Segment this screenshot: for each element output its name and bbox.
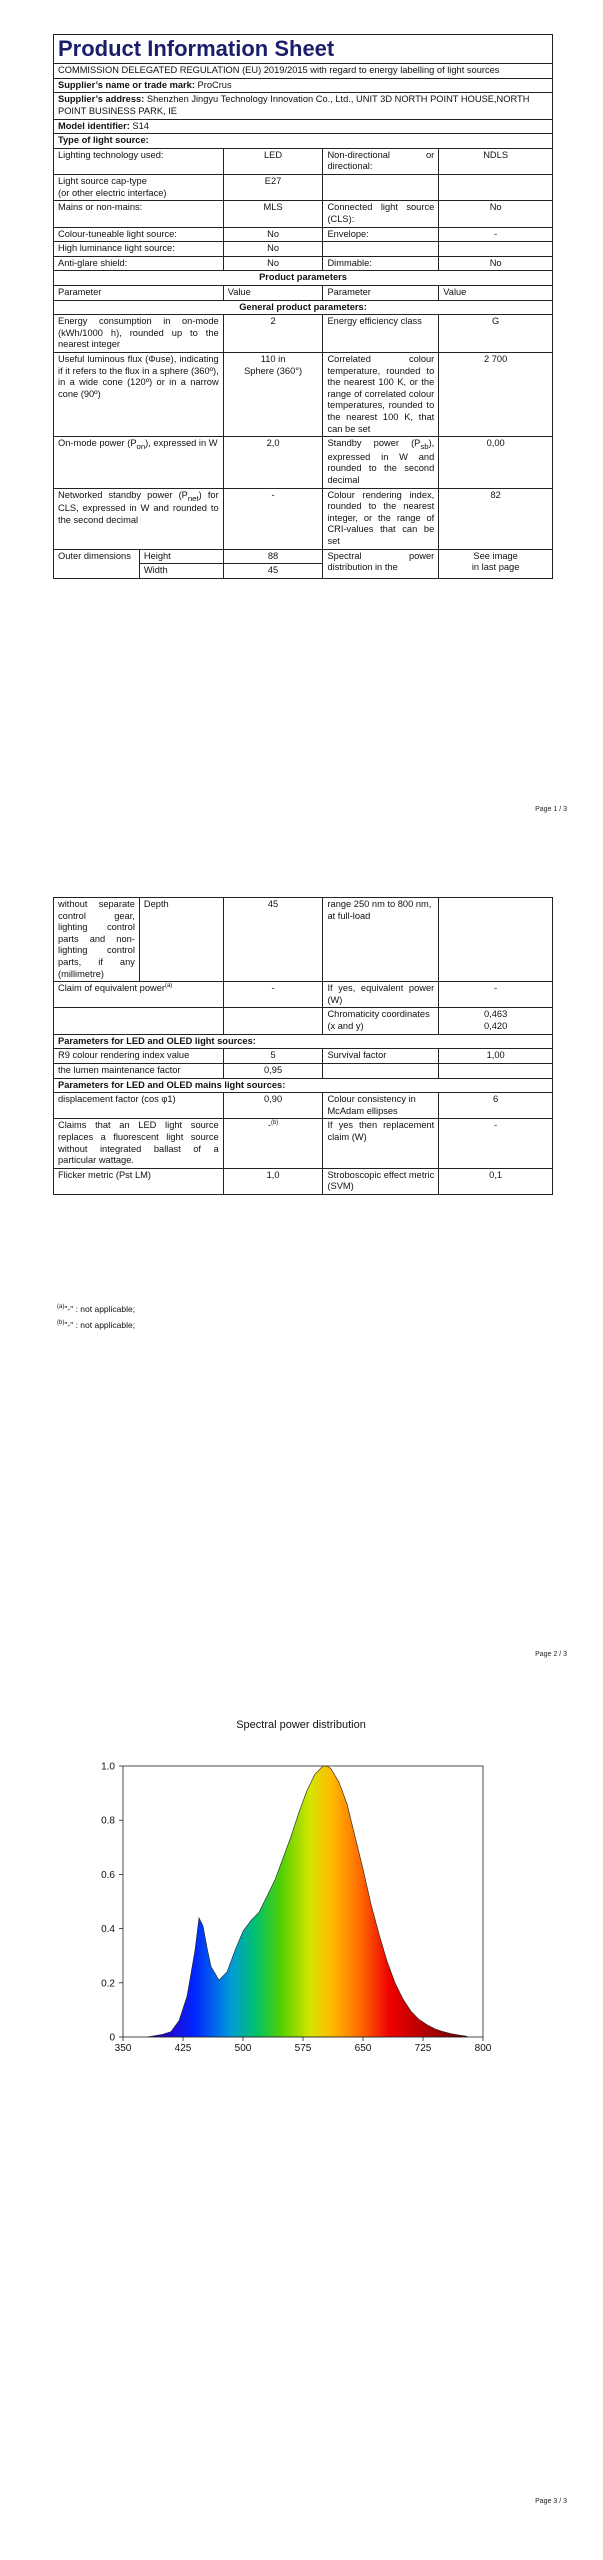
x-tick-label: 650 xyxy=(354,2043,372,2054)
chromaticity-label: Chromaticity coordinates (x and y) xyxy=(323,1008,439,1034)
replacement-claim-label: If yes then replacement claim (W) xyxy=(323,1119,439,1168)
colour-consistency-label: Colour consistency in McAdam ellipses xyxy=(323,1093,439,1119)
spd-chart xyxy=(0,1710,603,2130)
equivalent-power-value: - xyxy=(223,982,323,1008)
dimmable-label: Dimmable: xyxy=(323,256,439,271)
claims-value: -$^{(b)}$ xyxy=(223,1119,323,1168)
colour-tuneable-label: Colour-tuneable light source: xyxy=(54,227,224,242)
envelope-value: - xyxy=(439,227,553,242)
supplier-name: ProCrus xyxy=(197,79,232,90)
high-luminance-value: No xyxy=(223,242,323,257)
lumen-maintenance-value: 0,95 xyxy=(223,1063,323,1078)
tech-label: Lighting technology used: xyxy=(54,148,224,174)
cri-value: 82 xyxy=(439,488,553,549)
tech-value: LED xyxy=(223,148,323,174)
standby-power-label: Standby power $(P_{sb})$, expressed in W and rounded to the second decimal xyxy=(323,437,439,488)
col-parameter-2: Parameter xyxy=(323,285,439,300)
high-luminance-label: High luminance light source: xyxy=(54,242,224,257)
model-identifier: S14 xyxy=(132,120,149,131)
x-tick-label: 800 xyxy=(474,2043,492,2054)
cap-type-value: E27 xyxy=(223,175,323,201)
height-value: 88 xyxy=(223,549,323,564)
stroboscopic-label: Stroboscopic effect metric (SVM) xyxy=(323,1168,439,1194)
y-tick-label: 0.4 xyxy=(101,1924,115,1936)
x-tick-label: 350 xyxy=(114,2043,132,2054)
x-tick-label: 575 xyxy=(294,2043,312,2054)
footnote-b: $^{(b)}$"-" : not applicable; xyxy=(57,1320,136,1330)
displacement-factor-value: 0,90 xyxy=(223,1093,323,1119)
spd-value: See image in last page xyxy=(439,549,553,578)
survival-factor-label: Survival factor xyxy=(323,1049,439,1064)
height-label: Height xyxy=(139,549,223,564)
energy-class-label: Energy efficiency class xyxy=(323,315,439,353)
survival-factor-value: 1,00 xyxy=(439,1049,553,1064)
info-table-page-1 xyxy=(53,34,553,579)
cri-label: Colour rendering index, rounded to the nearest integer, or the range of CRI-values that can be set xyxy=(323,488,439,549)
width-label: Width xyxy=(139,564,223,579)
colour-tuneable-value: No xyxy=(223,227,323,242)
on-mode-power-label: On-mode power $(P_{on})$, expressed in W xyxy=(54,437,224,488)
depth-value: 45 xyxy=(223,898,323,982)
stroboscopic-value: 0,1 xyxy=(439,1168,553,1194)
regulation-text: COMMISSION DELEGATED REGULATION (EU) 2019/2015 with regard to energy labelling of light sources xyxy=(54,64,553,79)
envelope-label: Envelope: xyxy=(323,227,439,242)
info-table-page-2 xyxy=(53,897,553,1195)
networked-standby-label: Networked standby power $(P_{net})$ for CLS, expressed in W and rounded to the second decimal xyxy=(54,488,224,549)
col-parameter: Parameter xyxy=(54,285,224,300)
page-2 xyxy=(0,853,603,1706)
if-yes-equivalent-value: - xyxy=(439,982,553,1008)
colour-consistency-value: 6 xyxy=(439,1093,553,1119)
page-number-3: Page 3 / 3 xyxy=(535,2498,567,2505)
product-parameters-header: Product parameters xyxy=(54,271,553,286)
spd-label: Spectral power distribution in the xyxy=(323,549,439,578)
energy-consumption-value: 2 xyxy=(223,315,323,353)
supplier-label: Supplier’s name or trade mark: xyxy=(58,79,195,90)
directional-value: NDLS xyxy=(439,148,553,174)
y-tick-label: 1.0 xyxy=(101,1761,115,1773)
x-tick-label: 725 xyxy=(414,2043,432,2054)
networked-standby-value: - xyxy=(223,488,323,549)
width-value: 45 xyxy=(223,564,323,579)
mains-label: Mains or non-mains: xyxy=(54,201,224,227)
replacement-claim-value: - xyxy=(439,1119,553,1168)
equivalent-power-label: Claim of equivalent power$^{(a)}$ xyxy=(54,982,224,1008)
chromaticity-value: 0,463 0,420 xyxy=(439,1008,553,1034)
r9-label: R9 colour rendering index value xyxy=(54,1049,224,1064)
directional-label: Non-directional or directional: xyxy=(323,148,439,174)
cls-value: No xyxy=(439,201,553,227)
outer-dimensions-label-cont: without separate control gear, lighting control parts and non-lighting control parts, if any (millimetre) xyxy=(54,898,140,982)
displacement-factor-label: displacement factor (cos φ1) xyxy=(54,1093,224,1119)
anti-glare-value: No xyxy=(223,256,323,271)
col-value: Value xyxy=(223,285,323,300)
r9-value: 5 xyxy=(223,1049,323,1064)
model-label: Model identifier: xyxy=(58,120,130,131)
page-number-2: Page 2 / 3 xyxy=(535,1651,567,1658)
footnote-a: $^{(a)}$"-" : not applicable; xyxy=(57,1304,136,1314)
luminous-flux-label: Useful luminous flux (Φuse), indicating if it refers to the flux in a sphere (360º), in a wide cone (120º) or in a narrow cone (90º) xyxy=(54,352,224,436)
if-yes-equivalent-label: If yes, equivalent power (W) xyxy=(323,982,439,1008)
y-tick-label: 0 xyxy=(109,2032,115,2044)
on-mode-power-value: 2,0 xyxy=(223,437,323,488)
chart-title: Spectral power distribution xyxy=(236,1719,366,1731)
spd-label-cont: range 250 nm to 800 nm, at full-load xyxy=(323,898,439,982)
spd-area xyxy=(147,1766,467,2037)
spd-chart-svg xyxy=(0,1710,603,2130)
claims-label: Claims that an LED light source replaces a fluorescent light source without integrated ballast of a particular wattage. xyxy=(54,1119,224,1168)
y-tick-label: 0.2 xyxy=(101,1978,115,1990)
mains-value: MLS xyxy=(223,201,323,227)
page-number-1: Page 1 / 3 xyxy=(535,806,567,813)
luminous-flux-value: 110 in Sphere (360°) xyxy=(223,352,323,436)
depth-label: Depth xyxy=(139,898,223,982)
x-tick-label: 425 xyxy=(174,2043,192,2054)
energy-consumption-label: Energy consumption in on-mode (kWh/1000 h), rounded up to the nearest integer xyxy=(54,315,224,353)
cap-type-label: Light source cap-type (or other electric interface) xyxy=(54,175,224,201)
address-label: Supplier’s address: xyxy=(58,94,145,105)
flicker-metric-value: 1,0 xyxy=(223,1168,323,1194)
document-title: Product Information Sheet xyxy=(54,35,553,64)
anti-glare-label: Anti-glare shield: xyxy=(54,256,224,271)
flicker-metric-label: Flicker metric (Pst LM) xyxy=(54,1168,224,1194)
cls-label: Connected light source (CLS): xyxy=(323,201,439,227)
type-header: Type of light source: xyxy=(54,134,553,149)
y-tick-label: 0.8 xyxy=(101,1815,115,1827)
y-tick-label: 0.6 xyxy=(101,1869,115,1881)
page-1 xyxy=(0,0,603,853)
cct-value: 2 700 xyxy=(439,352,553,436)
energy-class-value: G xyxy=(439,315,553,353)
standby-power-value: 0,00 xyxy=(439,437,553,488)
outer-dimensions-label: Outer dimensions xyxy=(54,549,140,578)
supplier-address: Shenzhen Jingyu Technology Innovation Co., Ltd., UNIT 3D NORTH POINT HOUSE,NORTH POINT BUSINESS PARK, IE xyxy=(58,94,530,117)
mains-parameters-header: Parameters for LED and OLED mains light sources: xyxy=(54,1078,553,1093)
x-tick-label: 500 xyxy=(234,2043,252,2054)
lumen-maintenance-label: the lumen maintenance factor xyxy=(54,1063,224,1078)
general-parameters-header: General product parameters: xyxy=(54,300,553,315)
led-parameters-header: Parameters for LED and OLED light sources: xyxy=(54,1034,553,1049)
dimmable-value: No xyxy=(439,256,553,271)
cct-label: Correlated colour temperature, rounded to the nearest 100 K, or the range of correlated colour temperatures, rounded to the nearest 100 K, that can be set xyxy=(323,352,439,436)
col-value-2: Value xyxy=(439,285,553,300)
